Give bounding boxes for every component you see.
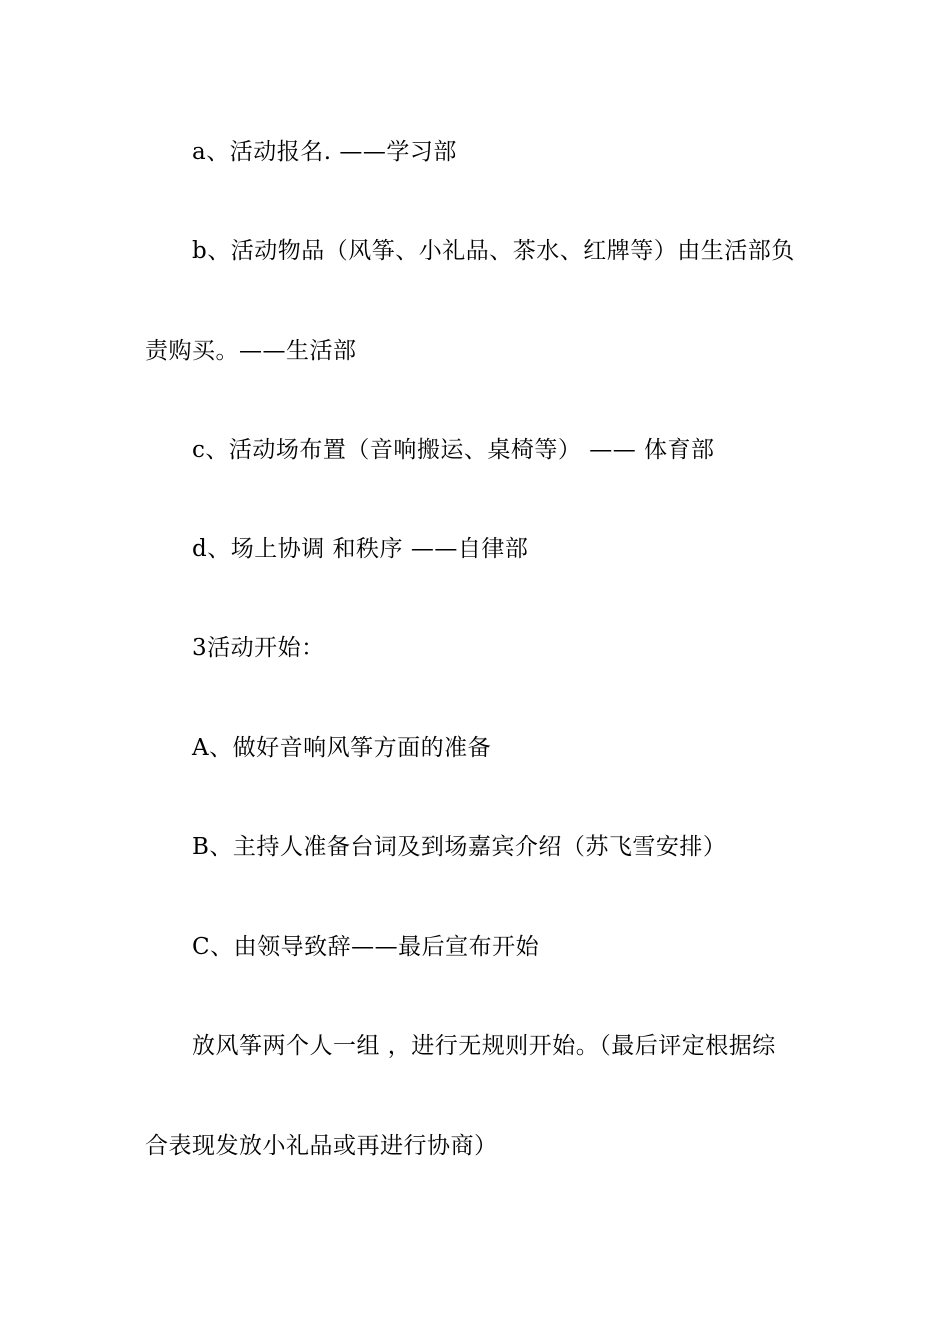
item-a-registration: a、活动报名. ——学习部 [192, 139, 457, 165]
item-B-host: B、主持人准备台词及到场嘉宾介绍（苏飞雪安排） [192, 834, 727, 860]
section-activity-start: 3活动开始： [192, 635, 325, 661]
item-A-preparation: A、做好音响风筝方面的准备 [192, 735, 492, 761]
item-b-supplies: b、活动物品（风筝、小礼品、茶水、红牌等）由生活部负 [192, 238, 795, 264]
paragraph-kite-flying: 放风筝两个人一组 ，进行无规则开始。（最后评定根据综 [192, 1033, 776, 1059]
item-d-coordination: d、场上协调 和秩序 ——自律部 [192, 536, 529, 562]
item-c-venue-setup: c、活动场布置（音响搬运、桌椅等） —— 体育部 [192, 437, 715, 463]
item-b-supplies-continued: 责购买。——生活部 [145, 338, 357, 364]
paragraph-kite-flying-continued: 合表现发放小礼品或再进行协商） [145, 1133, 498, 1159]
item-C-speech: C、由领导致辞——最后宣布开始 [192, 934, 540, 960]
